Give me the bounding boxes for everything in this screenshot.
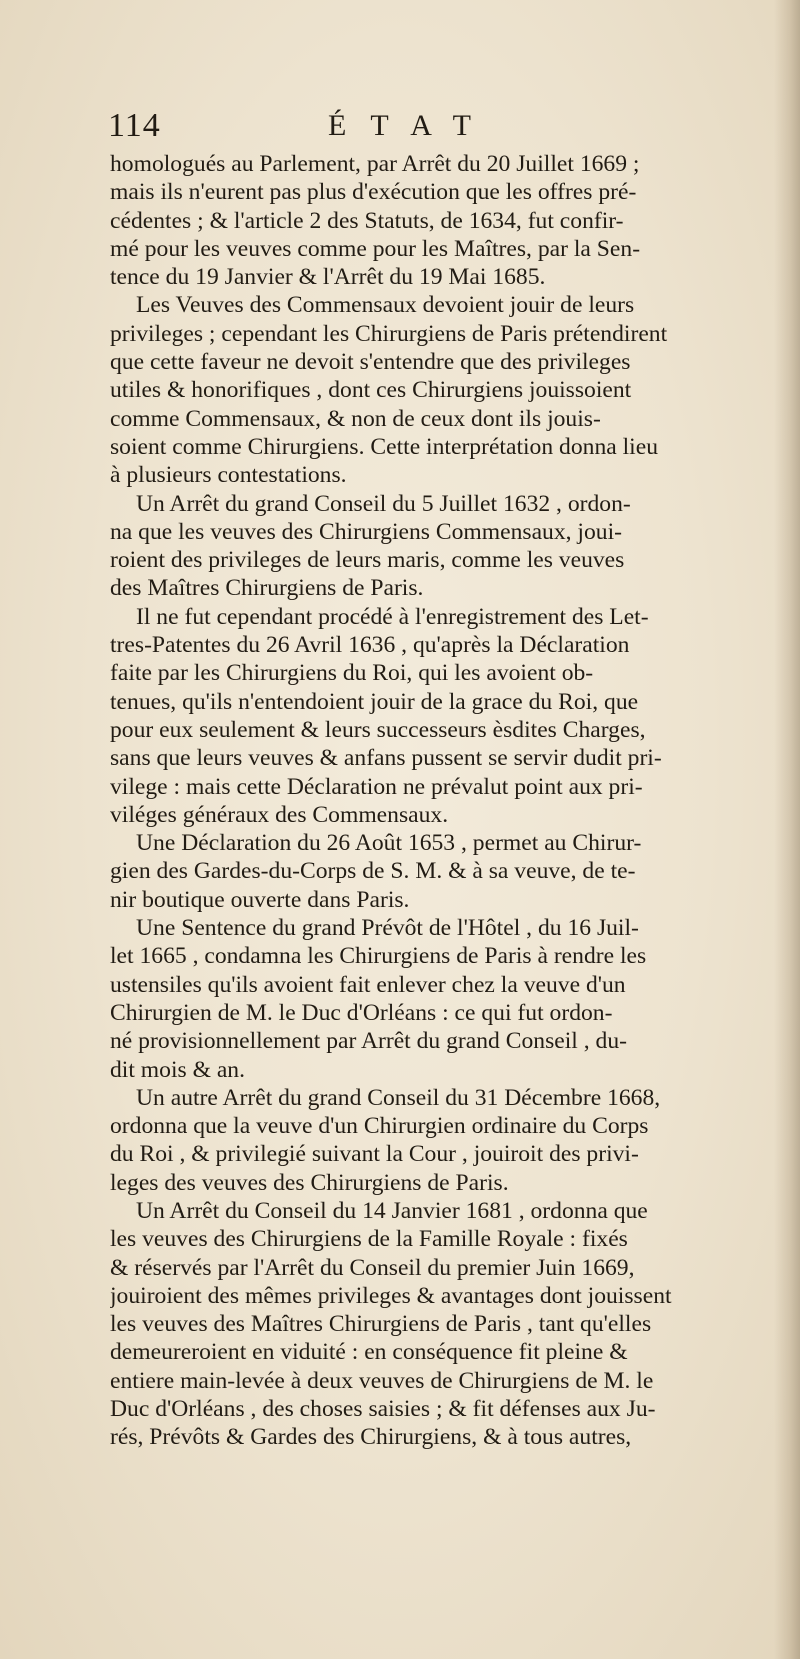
text-line: que cette faveur ne devoit s'entendre que des privileges xyxy=(110,349,631,376)
text-line: leges des veuves des Chirurgiens de Paris. xyxy=(110,1169,509,1196)
text-line: viléges généraux des Commensaux. xyxy=(110,801,449,828)
text-body xyxy=(110,150,800,1452)
text-line: mé pour les veuves comme pour les Maîtres, par la Sen- xyxy=(110,235,641,262)
text-line: soient comme Chirurgiens. Cette interprétation donna lieu xyxy=(110,433,658,460)
text-line: né provisionnellement par Arrêt du grand Conseil , du- xyxy=(110,1028,627,1055)
text-line: les veuves des Chirurgiens de la Famille Royale : fixés xyxy=(110,1226,628,1253)
text-line: let 1665 , condamna les Chirurgiens de Paris à rendre les xyxy=(110,943,647,970)
text-line: jouiroient des mêmes privileges & avantages dont jouissent xyxy=(110,1282,672,1309)
text-line: à plusieurs contestations. xyxy=(110,462,347,489)
paragraph xyxy=(110,829,800,914)
text-line: & réservés par l'Arrêt du Conseil du premier Juin 1669, xyxy=(110,1254,635,1281)
text-line: ustensiles qu'ils avoient fait enlever chez la veuve d'un xyxy=(110,971,626,998)
text-line: tenues, qu'ils n'entendoient jouir de la grace du Roi, que xyxy=(110,688,639,715)
text-line: Une Déclaration du 26 Août 1653 , permet au Chirur- xyxy=(136,830,642,857)
text-line: homologués au Parlement, par Arrêt du 20 Juillet 1669 ; xyxy=(110,151,640,177)
text-line: tence du 19 Janvier & l'Arrêt du 19 Mai 1685. xyxy=(110,264,546,291)
paragraph xyxy=(110,150,800,291)
text-line: Les Veuves des Commensaux devoient jouir de leurs xyxy=(136,292,635,319)
text-line: gien des Gardes-du-Corps de S. M. & à sa veuve, de te- xyxy=(110,858,636,885)
paragraph xyxy=(110,1197,800,1452)
text-line: Un Arrêt du Conseil du 14 Janvier 1681 , ordonna que xyxy=(136,1197,648,1224)
paragraph xyxy=(110,291,800,489)
text-line: cédentes ; & l'article 2 des Statuts, de 1634, fut confir- xyxy=(110,207,624,234)
text-line: privileges ; cependant les Chirurgiens de Paris prétendirent xyxy=(110,320,668,347)
text-line: utiles & honorifiques , dont ces Chirurgiens jouissoient xyxy=(110,377,632,404)
text-line: rés, Prévôts & Gardes des Chirurgiens, & à tous autres, xyxy=(110,1424,632,1451)
text-line: les veuves des Maîtres Chirurgiens de Paris , tant qu'elles xyxy=(110,1311,652,1338)
text-line: sans que leurs veuves & anfans pussent se servir dudit pri- xyxy=(110,745,662,772)
text-line: mais ils n'eurent pas plus d'exécution que les offres pré- xyxy=(110,179,637,206)
paragraph xyxy=(110,603,800,829)
page-number: 114 xyxy=(108,107,161,144)
paragraph xyxy=(110,490,800,603)
paragraph xyxy=(110,914,800,1084)
text-line: comme Commensaux, & non de ceux dont ils jouis- xyxy=(110,405,601,432)
text-line: na que les veuves des Chirurgiens Commensaux, joui- xyxy=(110,518,622,545)
paragraph xyxy=(110,1084,800,1197)
text-line: entiere main-levée à deux veuves de Chirurgiens de M. le xyxy=(110,1367,654,1394)
running-head: ÉTAT xyxy=(328,109,495,142)
text-line: demeureroient en viduité : en conséquence fit pleine & xyxy=(110,1339,628,1366)
text-line: faite par les Chirurgiens du Roi, qui les avoient ob- xyxy=(110,660,594,687)
text-line: Duc d'Orléans , des choses saisies ; & fit défenses aux Ju- xyxy=(110,1396,656,1423)
text-line: du Roi , & privilegié suivant la Cour , jouiroit des privi- xyxy=(110,1141,639,1168)
text-line: roient des privileges de leurs maris, comme les veuves xyxy=(110,547,625,574)
text-line: Il ne fut cependant procédé à l'enregistrement des Let- xyxy=(136,603,649,630)
text-line: pour eux seulement & leurs successeurs èsdites Charges, xyxy=(110,716,646,743)
text-line: Un Arrêt du grand Conseil du 5 Juillet 1632 , ordon- xyxy=(136,490,631,517)
text-line: dit mois & an. xyxy=(110,1056,246,1083)
text-line: tres-Patentes du 26 Avril 1636 , qu'après la Déclaration xyxy=(110,632,630,659)
text-line: des Maîtres Chirurgiens de Paris. xyxy=(110,575,424,602)
text-line: Chirurgien de M. le Duc d'Orléans : ce qui fut ordon- xyxy=(110,999,613,1026)
text-line: ordonna que la veuve d'un Chirurgien ordinaire du Corps xyxy=(110,1113,649,1140)
text-line: nir boutique ouverte dans Paris. xyxy=(110,886,410,913)
text-line: Une Sentence du grand Prévôt de l'Hôtel , du 16 Juil- xyxy=(136,915,639,942)
page-header xyxy=(108,104,708,148)
text-line: vilege : mais cette Déclaration ne prévalut point aux pri- xyxy=(110,773,643,800)
text-line: Un autre Arrêt du grand Conseil du 31 Décembre 1668, xyxy=(136,1084,661,1111)
